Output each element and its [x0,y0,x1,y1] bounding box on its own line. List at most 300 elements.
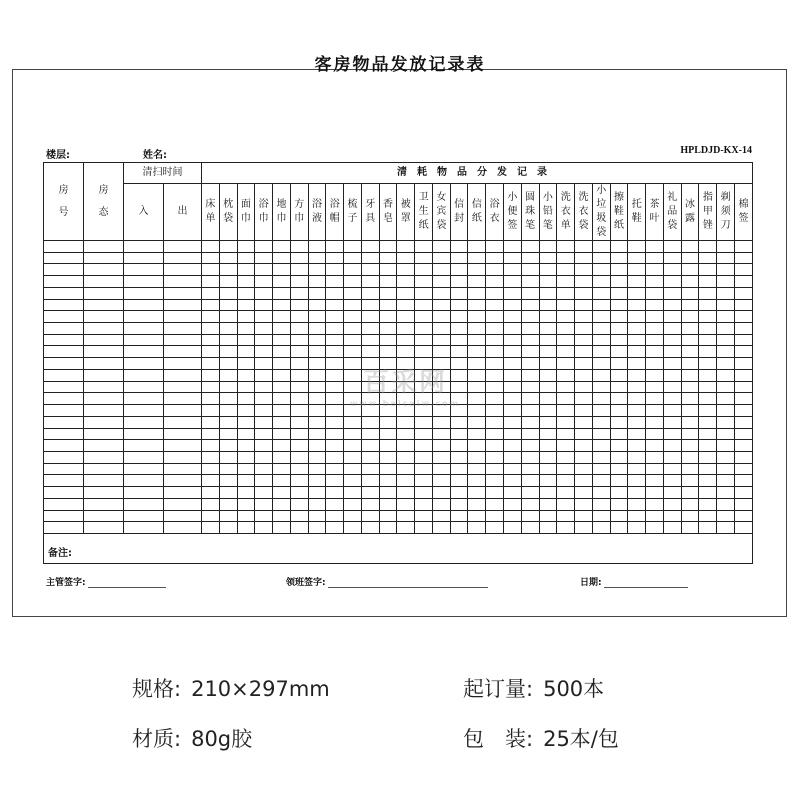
table-cell[interactable] [202,428,220,440]
table-cell[interactable] [237,334,255,346]
table-cell[interactable] [290,522,308,534]
table-cell[interactable] [44,252,84,264]
table-cell[interactable] [504,252,522,264]
table-cell[interactable] [663,287,681,299]
table-cell[interactable] [504,428,522,440]
table-cell[interactable] [521,241,539,253]
table-cell[interactable] [468,276,486,288]
table-cell[interactable] [237,393,255,405]
table-cell[interactable] [628,346,646,358]
table-cell[interactable] [486,311,504,323]
table-cell[interactable] [237,428,255,440]
table-cell[interactable] [610,264,628,276]
table-cell[interactable] [415,334,433,346]
table-cell[interactable] [379,522,397,534]
table-cell[interactable] [557,510,575,522]
table-cell[interactable] [681,299,699,311]
table-cell[interactable] [308,451,326,463]
table-cell[interactable] [468,451,486,463]
table-cell[interactable] [734,334,752,346]
table-cell[interactable] [717,510,735,522]
table-cell[interactable] [450,463,468,475]
table-cell[interactable] [681,358,699,370]
table-cell[interactable] [432,510,450,522]
table-cell[interactable] [557,475,575,487]
table-cell[interactable] [397,276,415,288]
table-cell[interactable] [468,440,486,452]
table-cell[interactable] [450,498,468,510]
table-cell[interactable] [202,241,220,253]
table-cell[interactable] [255,393,273,405]
table-cell[interactable] [202,252,220,264]
table-cell[interactable] [202,299,220,311]
table-cell[interactable] [202,334,220,346]
table-cell[interactable] [450,428,468,440]
table-cell[interactable] [504,510,522,522]
table-cell[interactable] [361,287,379,299]
table-cell[interactable] [717,405,735,417]
table-cell[interactable] [628,276,646,288]
table-cell[interactable] [663,323,681,335]
table-cell[interactable] [557,323,575,335]
table-cell[interactable] [432,440,450,452]
table-cell[interactable] [663,428,681,440]
table-cell[interactable] [361,311,379,323]
table-cell[interactable] [202,381,220,393]
table-cell[interactable] [202,451,220,463]
table-cell[interactable] [717,311,735,323]
table-cell[interactable] [432,475,450,487]
table-cell[interactable] [699,369,717,381]
table-cell[interactable] [164,334,202,346]
table-cell[interactable] [84,346,124,358]
table-cell[interactable] [326,498,344,510]
table-cell[interactable] [124,358,164,370]
table-cell[interactable] [432,451,450,463]
table-cell[interactable] [432,264,450,276]
table-cell[interactable] [397,428,415,440]
table-cell[interactable] [646,381,664,393]
table-cell[interactable] [290,381,308,393]
table-cell[interactable] [592,346,610,358]
table-cell[interactable] [308,287,326,299]
table-cell[interactable] [628,440,646,452]
table-cell[interactable] [486,252,504,264]
table-cell[interactable] [450,334,468,346]
table-cell[interactable] [84,311,124,323]
table-cell[interactable] [415,323,433,335]
table-cell[interactable] [504,463,522,475]
table-cell[interactable] [699,299,717,311]
table-cell[interactable] [504,276,522,288]
table-cell[interactable] [202,487,220,499]
table-cell[interactable] [592,276,610,288]
table-cell[interactable] [84,358,124,370]
table-cell[interactable] [202,510,220,522]
table-cell[interactable] [575,440,593,452]
table-cell[interactable] [237,323,255,335]
table-cell[interactable] [164,241,202,253]
table-cell[interactable] [663,264,681,276]
table-cell[interactable] [379,334,397,346]
table-cell[interactable] [379,276,397,288]
table-cell[interactable] [326,522,344,534]
table-cell[interactable] [44,510,84,522]
table-cell[interactable] [361,451,379,463]
table-cell[interactable] [575,287,593,299]
table-cell[interactable] [734,369,752,381]
table-cell[interactable] [308,252,326,264]
table-cell[interactable] [290,369,308,381]
table-cell[interactable] [557,428,575,440]
table-cell[interactable] [237,405,255,417]
table-cell[interactable] [557,311,575,323]
table-cell[interactable] [450,487,468,499]
table-cell[interactable] [273,334,291,346]
table-cell[interactable] [219,299,237,311]
table-cell[interactable] [717,475,735,487]
table-cell[interactable] [734,276,752,288]
table-cell[interactable] [202,463,220,475]
table-cell[interactable] [237,498,255,510]
table-cell[interactable] [504,311,522,323]
table-cell[interactable] [575,276,593,288]
table-cell[interactable] [681,405,699,417]
table-cell[interactable] [663,276,681,288]
table-cell[interactable] [308,358,326,370]
table-cell[interactable] [44,487,84,499]
table-cell[interactable] [255,463,273,475]
table-cell[interactable] [699,346,717,358]
table-cell[interactable] [344,252,362,264]
table-cell[interactable] [326,311,344,323]
table-cell[interactable] [308,311,326,323]
table-cell[interactable] [290,451,308,463]
table-cell[interactable] [575,323,593,335]
table-cell[interactable] [415,451,433,463]
table-cell[interactable] [699,522,717,534]
table-cell[interactable] [308,510,326,522]
table-cell[interactable] [273,405,291,417]
table-cell[interactable] [326,252,344,264]
table-cell[interactable] [344,276,362,288]
table-cell[interactable] [504,241,522,253]
table-cell[interactable] [361,299,379,311]
table-cell[interactable] [202,416,220,428]
table-cell[interactable] [734,393,752,405]
table-cell[interactable] [734,428,752,440]
table-cell[interactable] [237,287,255,299]
table-cell[interactable] [84,451,124,463]
table-cell[interactable] [84,510,124,522]
table-cell[interactable] [255,323,273,335]
table-cell[interactable] [575,299,593,311]
table-cell[interactable] [379,299,397,311]
table-cell[interactable] [219,393,237,405]
table-cell[interactable] [273,369,291,381]
table-cell[interactable] [575,369,593,381]
table-cell[interactable] [255,358,273,370]
table-cell[interactable] [219,369,237,381]
table-cell[interactable] [361,463,379,475]
table-cell[interactable] [397,241,415,253]
table-cell[interactable] [610,334,628,346]
table-cell[interactable] [521,487,539,499]
table-cell[interactable] [237,381,255,393]
table-cell[interactable] [628,299,646,311]
table-cell[interactable] [628,428,646,440]
table-cell[interactable] [646,416,664,428]
table-cell[interactable] [202,440,220,452]
table-cell[interactable] [592,287,610,299]
table-cell[interactable] [255,252,273,264]
table-cell[interactable] [468,323,486,335]
table-cell[interactable] [273,498,291,510]
table-cell[interactable] [344,334,362,346]
table-cell[interactable] [44,299,84,311]
table-cell[interactable] [432,323,450,335]
table-cell[interactable] [361,334,379,346]
table-cell[interactable] [415,463,433,475]
table-cell[interactable] [361,510,379,522]
table-cell[interactable] [681,264,699,276]
table-cell[interactable] [717,358,735,370]
table-cell[interactable] [663,440,681,452]
table-cell[interactable] [504,405,522,417]
table-cell[interactable] [628,416,646,428]
table-cell[interactable] [255,416,273,428]
table-cell[interactable] [219,346,237,358]
table-cell[interactable] [734,311,752,323]
table-cell[interactable] [717,428,735,440]
table-cell[interactable] [164,358,202,370]
table-cell[interactable] [273,346,291,358]
table-cell[interactable] [717,334,735,346]
table-cell[interactable] [124,252,164,264]
table-cell[interactable] [397,311,415,323]
table-cell[interactable] [124,276,164,288]
table-cell[interactable] [164,393,202,405]
table-cell[interactable] [575,334,593,346]
table-cell[interactable] [255,451,273,463]
table-cell[interactable] [124,346,164,358]
table-cell[interactable] [468,358,486,370]
table-cell[interactable] [164,311,202,323]
table-cell[interactable] [717,416,735,428]
table-cell[interactable] [717,323,735,335]
table-cell[interactable] [717,440,735,452]
table-cell[interactable] [663,463,681,475]
table-cell[interactable] [255,440,273,452]
table-cell[interactable] [237,252,255,264]
table-cell[interactable] [717,369,735,381]
table-cell[interactable] [521,475,539,487]
table-cell[interactable] [504,451,522,463]
table-cell[interactable] [539,405,557,417]
table-cell[interactable] [124,334,164,346]
table-cell[interactable] [681,241,699,253]
table-cell[interactable] [450,510,468,522]
table-cell[interactable] [521,463,539,475]
table-cell[interactable] [326,264,344,276]
table-cell[interactable] [124,405,164,417]
table-cell[interactable] [557,369,575,381]
table-cell[interactable] [610,487,628,499]
table-cell[interactable] [255,264,273,276]
table-cell[interactable] [273,475,291,487]
table-cell[interactable] [521,334,539,346]
table-cell[interactable] [557,252,575,264]
table-cell[interactable] [326,241,344,253]
table-cell[interactable] [397,522,415,534]
table-cell[interactable] [468,428,486,440]
table-cell[interactable] [699,440,717,452]
table-cell[interactable] [237,358,255,370]
table-cell[interactable] [415,299,433,311]
table-cell[interactable] [610,510,628,522]
table-cell[interactable] [84,369,124,381]
table-cell[interactable] [290,498,308,510]
table-cell[interactable] [255,299,273,311]
table-cell[interactable] [164,287,202,299]
table-cell[interactable] [628,334,646,346]
table-cell[interactable] [290,475,308,487]
table-cell[interactable] [164,346,202,358]
table-cell[interactable] [504,287,522,299]
table-cell[interactable] [308,405,326,417]
table-cell[interactable] [84,393,124,405]
table-cell[interactable] [397,487,415,499]
table-cell[interactable] [308,299,326,311]
table-cell[interactable] [326,451,344,463]
table-cell[interactable] [273,264,291,276]
table-cell[interactable] [379,428,397,440]
table-cell[interactable] [539,311,557,323]
table-cell[interactable] [539,369,557,381]
table-cell[interactable] [539,487,557,499]
table-cell[interactable] [202,498,220,510]
table-cell[interactable] [202,522,220,534]
table-cell[interactable] [468,405,486,417]
table-cell[interactable] [575,311,593,323]
table-cell[interactable] [717,463,735,475]
table-cell[interactable] [84,381,124,393]
table-cell[interactable] [379,311,397,323]
table-cell[interactable] [308,264,326,276]
table-cell[interactable] [628,522,646,534]
table-cell[interactable] [486,393,504,405]
table-cell[interactable] [379,498,397,510]
table-cell[interactable] [610,393,628,405]
table-cell[interactable] [663,369,681,381]
table-cell[interactable] [646,358,664,370]
table-cell[interactable] [592,264,610,276]
table-cell[interactable] [521,405,539,417]
table-cell[interactable] [539,287,557,299]
table-cell[interactable] [44,522,84,534]
table-cell[interactable] [557,381,575,393]
table-cell[interactable] [663,451,681,463]
table-cell[interactable] [450,252,468,264]
table-cell[interactable] [415,346,433,358]
table-cell[interactable] [44,405,84,417]
table-cell[interactable] [344,510,362,522]
table-cell[interactable] [734,475,752,487]
table-cell[interactable] [468,287,486,299]
table-cell[interactable] [124,522,164,534]
table-cell[interactable] [219,487,237,499]
table-cell[interactable] [415,264,433,276]
table-cell[interactable] [415,510,433,522]
table-cell[interactable] [255,311,273,323]
table-cell[interactable] [681,393,699,405]
table-cell[interactable] [124,311,164,323]
table-cell[interactable] [557,416,575,428]
table-cell[interactable] [219,323,237,335]
table-cell[interactable] [124,428,164,440]
table-cell[interactable] [592,487,610,499]
table-cell[interactable] [202,475,220,487]
table-cell[interactable] [646,323,664,335]
table-cell[interactable] [663,334,681,346]
table-cell[interactable] [681,428,699,440]
table-cell[interactable] [557,287,575,299]
table-cell[interactable] [44,475,84,487]
table-cell[interactable] [699,264,717,276]
table-cell[interactable] [450,323,468,335]
table-cell[interactable] [124,264,164,276]
table-cell[interactable] [646,299,664,311]
table-cell[interactable] [273,287,291,299]
table-cell[interactable] [663,416,681,428]
table-cell[interactable] [290,252,308,264]
table-cell[interactable] [468,475,486,487]
table-cell[interactable] [592,369,610,381]
table-cell[interactable] [663,405,681,417]
table-cell[interactable] [361,522,379,534]
table-cell[interactable] [326,299,344,311]
table-cell[interactable] [84,428,124,440]
table-cell[interactable] [361,428,379,440]
table-cell[interactable] [124,369,164,381]
table-cell[interactable] [468,334,486,346]
table-cell[interactable] [202,369,220,381]
table-cell[interactable] [610,381,628,393]
table-cell[interactable] [326,440,344,452]
table-cell[interactable] [432,416,450,428]
table-cell[interactable] [681,475,699,487]
table-cell[interactable] [308,498,326,510]
table-cell[interactable] [592,393,610,405]
table-cell[interactable] [521,393,539,405]
table-cell[interactable] [486,346,504,358]
table-cell[interactable] [734,522,752,534]
table-cell[interactable] [681,416,699,428]
table-cell[interactable] [521,264,539,276]
table-cell[interactable] [124,287,164,299]
table-cell[interactable] [663,241,681,253]
table-cell[interactable] [592,498,610,510]
table-cell[interactable] [521,323,539,335]
table-cell[interactable] [504,522,522,534]
table-cell[interactable] [592,334,610,346]
table-cell[interactable] [717,393,735,405]
table-cell[interactable] [202,323,220,335]
table-cell[interactable] [84,241,124,253]
table-cell[interactable] [84,323,124,335]
table-cell[interactable] [273,393,291,405]
table-cell[interactable] [521,311,539,323]
